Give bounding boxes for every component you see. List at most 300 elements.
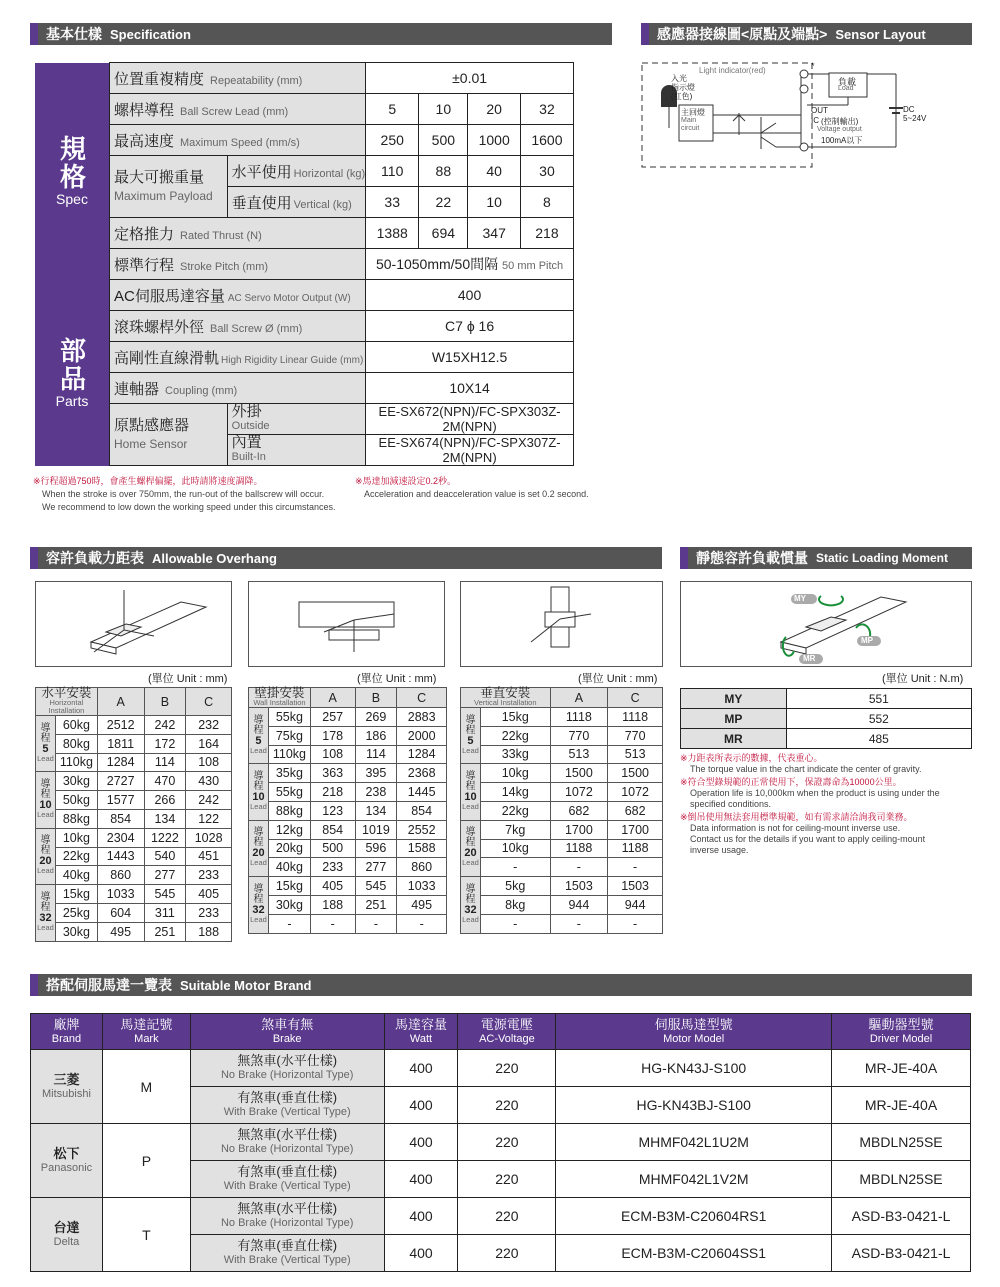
value-cell: 251	[144, 922, 186, 941]
value-cell: 1588	[397, 839, 447, 858]
lead-value: 32	[520, 94, 573, 125]
payload-h-value: 30	[520, 156, 573, 187]
value-cell: 257	[310, 708, 355, 727]
static-diagram	[680, 581, 972, 667]
weight-cell: 22kg	[55, 847, 97, 866]
voltage-cell: 220	[458, 1050, 556, 1087]
value-cell: 232	[186, 716, 232, 735]
weight-cell: 15kg	[268, 877, 310, 896]
payload-v-value: 22	[419, 187, 468, 218]
value-cell: 470	[144, 772, 186, 791]
vertical-diagram	[460, 581, 663, 667]
lead-cell: 導程 10 Lead	[461, 764, 481, 820]
weight-cell: 55kg	[268, 783, 310, 802]
col-b: B	[144, 688, 186, 716]
watt-cell: 400	[384, 1087, 458, 1124]
motor-col-header: 廠牌 Brand	[31, 1014, 103, 1050]
weight-cell: 7kg	[480, 820, 550, 839]
value-cell: -	[397, 914, 447, 933]
motor-model-cell: ECM-B3M-C20604SS1	[556, 1235, 832, 1272]
driver-model-cell: MR-JE-40A	[832, 1050, 971, 1087]
driver-model-cell: MBDLN25SE	[832, 1161, 971, 1198]
payload-v-value: 8	[520, 187, 573, 218]
static-notes: ※力距表所表示的數據，代表重心。 The torque value in the chart indicate the center of gravity. ※符合型錄規範的正常使用下，保證壽命為10000公里。 Operation life is 10,000km when the product is using under the specified conditions. ※倒吊使用無法套用標準規範，如有需求請洽詢我司業務。 Data information is not for ceiling-mount inverse use. Contact us for the details if you want to apply ceiling-mount inverse usage.	[680, 753, 940, 855]
mark-cell: M	[102, 1050, 190, 1124]
minus-terminal	[800, 143, 808, 151]
motor-model-cell: ECM-B3M-C20604RS1	[556, 1198, 832, 1235]
brand-cell: 松下 Panasonic	[31, 1124, 103, 1198]
screw-value: C7 ϕ 16	[366, 311, 574, 342]
value-cell: 1500	[608, 764, 663, 783]
v-install-header: 垂直安裝 Vertical Installation	[461, 688, 551, 708]
weight-cell: 15kg	[55, 885, 97, 904]
overhang-row	[249, 783, 447, 802]
value-cell: 178	[310, 726, 355, 745]
overhang-row	[36, 866, 232, 885]
ctrl-output-label: (控制輸出)	[821, 117, 859, 126]
brake-cell: 無煞車(水平仕樣) No Brake (Horizontal Type)	[190, 1050, 384, 1087]
overhang-row	[36, 772, 232, 791]
motor-table	[30, 1013, 971, 1272]
overhang-unit-h: (單位 Unit : mm)	[148, 673, 228, 685]
wall-diagram	[248, 581, 445, 667]
guide-label: 高剛性直線滑軌 High Rigidity Linear Guide (mm)	[110, 342, 366, 373]
value-cell: 188	[186, 922, 232, 941]
voltage-range-label: 5~24V	[903, 114, 927, 123]
value-cell: 1033	[97, 885, 144, 904]
static-key: MR	[681, 729, 787, 749]
overhang-row	[36, 885, 232, 904]
weight-cell: 30kg	[55, 922, 97, 941]
value-cell: -	[608, 914, 663, 933]
overhang-row	[249, 895, 447, 914]
lead-cell: 導程 20 Lead	[249, 820, 269, 876]
value-cell: 944	[550, 895, 608, 914]
weight-cell: -	[480, 914, 550, 933]
value-cell: 277	[355, 858, 397, 877]
value-cell: 513	[608, 745, 663, 764]
repeat-label: 位置重複精度 Repeatability (mm)	[110, 63, 366, 94]
value-cell: 164	[186, 734, 232, 753]
motor-col-header: 電源電壓 AC-Voltage	[458, 1014, 556, 1050]
overhang-row	[461, 708, 663, 727]
overhang-header: 容許負載力距表 Allowable Overhang	[30, 547, 662, 569]
weight-cell: 10kg	[480, 839, 550, 858]
overhang-row	[461, 745, 663, 764]
col-a: A	[550, 688, 608, 708]
value-cell: 311	[144, 903, 186, 922]
weight-cell: 12kg	[268, 820, 310, 839]
motor-model-cell: HG-KN43J-S100	[556, 1050, 832, 1087]
value-cell: 860	[97, 866, 144, 885]
watt-cell: 400	[384, 1124, 458, 1161]
overhang-row	[461, 783, 663, 802]
overhang-row	[249, 745, 447, 764]
brand-cell: 台達 Delta	[31, 1198, 103, 1272]
motor-col-header: 馬達容量 Watt	[384, 1014, 458, 1050]
value-cell: 2368	[397, 764, 447, 783]
motor-row	[31, 1124, 971, 1161]
w-rows	[249, 708, 447, 934]
value-cell: 1700	[550, 820, 608, 839]
weight-cell: 75kg	[268, 726, 310, 745]
ic-label: IC	[811, 116, 819, 125]
value-cell: 269	[355, 708, 397, 727]
value-cell: 2304	[97, 828, 144, 847]
lead-cell: 導程 5 Lead	[461, 708, 481, 764]
value-cell: 2727	[97, 772, 144, 791]
weight-cell: 5kg	[480, 877, 550, 896]
weight-cell: 40kg	[268, 858, 310, 877]
overhang-row	[461, 820, 663, 839]
static-header: 靜態容許負載慣量 Static Loading Moment	[680, 547, 972, 569]
value-cell: 540	[144, 847, 186, 866]
thrust-value: 218	[520, 218, 573, 249]
value-cell: 1284	[397, 745, 447, 764]
value-cell: 854	[310, 820, 355, 839]
col-c: C	[397, 688, 447, 708]
value-cell: 405	[310, 877, 355, 896]
lead-cell: 導程 10 Lead	[36, 772, 56, 828]
payload-v-value: 33	[366, 187, 419, 218]
weight-cell: 30kg	[268, 895, 310, 914]
overhang-row	[461, 764, 663, 783]
spec-note-1: ※行程超過750時，會產生螺桿偏擺，此時請將速度調降。 When the stroke is over 750mm, the run-out of the ballscrew will occur. We recommend to low down the working speed under this circumstances.	[33, 476, 336, 512]
lead-cell: 導程 20 Lead	[36, 828, 56, 884]
value-cell: 451	[186, 847, 232, 866]
weight-cell: 15kg	[480, 708, 550, 727]
value-cell: 266	[144, 791, 186, 810]
stroke-value: 50-1050mm/50間隔 50 mm Pitch	[366, 249, 574, 280]
overhang-row	[249, 726, 447, 745]
value-cell: 1445	[397, 783, 447, 802]
overhang-row	[36, 809, 232, 828]
value-cell: 395	[355, 764, 397, 783]
weight-cell: 25kg	[55, 903, 97, 922]
payload-v-value: 10	[468, 187, 520, 218]
watt-cell: 400	[384, 1161, 458, 1198]
value-cell: 1284	[97, 753, 144, 772]
weight-cell: 22kg	[480, 801, 550, 820]
sensor-header: 感應器接線圖<原點及端點> Sensor Layout	[641, 23, 972, 45]
value-cell: 1188	[608, 839, 663, 858]
weight-cell: -	[480, 858, 550, 877]
value-cell: 545	[144, 885, 186, 904]
value-cell: 238	[355, 783, 397, 802]
overhang-row	[461, 914, 663, 933]
voltage-cell: 220	[458, 1161, 556, 1198]
overhang-row	[249, 708, 447, 727]
voltage-cell: 220	[458, 1235, 556, 1272]
vertical-overhang-table	[460, 687, 663, 934]
lead-value: 5	[366, 94, 419, 125]
mark-cell: P	[102, 1124, 190, 1198]
payload-v-label: 垂直使用 Vertical (kg)	[227, 187, 366, 218]
payload-h-value: 110	[366, 156, 419, 187]
value-cell: 545	[355, 877, 397, 896]
value-cell: 682	[550, 801, 608, 820]
motor-label: AC伺服馬達容量 AC Servo Motor Output (W)	[110, 280, 366, 311]
l-terminal	[800, 85, 808, 93]
value-cell: 2552	[397, 820, 447, 839]
value-cell: 242	[186, 791, 232, 810]
mr-label: MR	[803, 654, 816, 663]
coupling-label: 連軸器 Coupling (mm)	[110, 373, 366, 404]
overhang-row	[36, 753, 232, 772]
lead-cell: 導程 32 Lead	[461, 877, 481, 933]
value-cell: 1577	[97, 791, 144, 810]
weight-cell: 110kg	[268, 745, 310, 764]
home-in-value: EE-SX674(NPN)/FC-SPX307Z-2M(NPN)	[366, 435, 574, 466]
overhang-row	[36, 828, 232, 847]
load-zh: 負載	[838, 77, 857, 87]
lead-cell: 導程 10 Lead	[249, 764, 269, 820]
my-label: MY	[794, 594, 806, 603]
static-value: 485	[786, 729, 971, 749]
overhang-row	[461, 801, 663, 820]
value-cell: 134	[144, 809, 186, 828]
overhang-row	[249, 801, 447, 820]
overhang-row	[249, 914, 447, 933]
speed-label: 最高速度 Maximum Speed (mm/s)	[110, 125, 366, 156]
overhang-row	[461, 877, 663, 896]
value-cell: 1503	[608, 877, 663, 896]
lead-cell: 導程 5 Lead	[249, 708, 269, 764]
weight-cell: 60kg	[55, 716, 97, 735]
value-cell: 682	[608, 801, 663, 820]
horizontal-diagram	[35, 581, 232, 667]
overhang-row	[461, 895, 663, 914]
motor-value: 400	[366, 280, 574, 311]
thrust-value: 1388	[366, 218, 419, 249]
value-cell: 1188	[550, 839, 608, 858]
stroke-label: 標準行程 Stroke Pitch (mm)	[110, 249, 366, 280]
overhang-unit-w: (單位 Unit : mm)	[357, 673, 437, 685]
value-cell: -	[310, 914, 355, 933]
lead-cell: 導程 32 Lead	[249, 877, 269, 933]
static-key: MY	[681, 689, 787, 709]
weight-cell: 88kg	[55, 809, 97, 828]
weight-cell: 33kg	[480, 745, 550, 764]
payload-h-value: 88	[419, 156, 468, 187]
watt-cell: 400	[384, 1198, 458, 1235]
value-cell: 405	[186, 885, 232, 904]
my-arrow	[819, 596, 843, 605]
overhang-row	[249, 820, 447, 839]
weight-cell: 20kg	[268, 839, 310, 858]
overhang-row	[36, 922, 232, 941]
horizontal-overhang-table	[35, 687, 232, 942]
overhang-row	[461, 726, 663, 745]
watt-cell: 400	[384, 1050, 458, 1087]
light-indicator-label: Light indicator(red)	[699, 66, 766, 75]
motor-col-header: 伺服馬達型號 Motor Model	[556, 1014, 832, 1050]
mp-label: MP	[861, 636, 873, 645]
weight-cell: 55kg	[268, 708, 310, 727]
payload-label: 最大可搬重量 Maximum Payload	[110, 156, 228, 218]
main-circuit-en2: circuit	[681, 125, 700, 132]
brand-cell: 三菱 Mitsubishi	[31, 1050, 103, 1124]
weight-cell: 80kg	[55, 734, 97, 753]
value-cell: 1019	[355, 820, 397, 839]
guide-value: W15XH12.5	[366, 342, 574, 373]
value-cell: -	[550, 858, 608, 877]
value-cell: 188	[310, 895, 355, 914]
overhang-row	[249, 839, 447, 858]
payload-h-label: 水平使用 Horizontal (kg)	[227, 156, 366, 187]
col-c: C	[608, 688, 663, 708]
h-install-header: 水平安裝 Horizontal Installation	[36, 688, 98, 716]
value-cell: 233	[186, 903, 232, 922]
value-cell: 860	[397, 858, 447, 877]
value-cell: 114	[355, 745, 397, 764]
value-cell: 1118	[550, 708, 608, 727]
weight-cell: 14kg	[480, 783, 550, 802]
lead-label: 螺桿導程 Ball Screw Lead (mm)	[110, 94, 366, 125]
overhang-unit-v: (單位 Unit : mm)	[578, 673, 658, 685]
value-cell: 134	[355, 801, 397, 820]
overhang-row	[36, 734, 232, 753]
col-c: C	[186, 688, 232, 716]
value-cell: -	[355, 914, 397, 933]
w-install-header: 壁掛安裝 Wall Installation	[249, 688, 311, 708]
weight-cell: -	[268, 914, 310, 933]
value-cell: 242	[144, 716, 186, 735]
brake-cell: 有煞車(垂直仕樣) With Brake (Vertical Type)	[190, 1087, 384, 1124]
driver-model-cell: ASD-B3-0421-L	[832, 1235, 971, 1272]
screw-label: 滾珠螺桿外徑 Ball Screw Ø (mm)	[110, 311, 366, 342]
driver-model-cell: MR-JE-40A	[832, 1087, 971, 1124]
weight-cell: 10kg	[480, 764, 550, 783]
value-cell: 233	[186, 866, 232, 885]
value-cell: 1500	[550, 764, 608, 783]
value-cell: 1072	[550, 783, 608, 802]
plus-terminal	[800, 70, 808, 78]
value-cell: 596	[355, 839, 397, 858]
value-cell: 1072	[608, 783, 663, 802]
dc-label: DC	[903, 105, 915, 114]
value-cell: 172	[144, 734, 186, 753]
driver-model-cell: ASD-B3-0421-L	[832, 1198, 971, 1235]
home-out-label: 外掛 Outside	[227, 404, 366, 435]
overhang-row	[461, 839, 663, 858]
driver-model-cell: MBDLN25SE	[832, 1124, 971, 1161]
lead-value: 20	[468, 94, 520, 125]
star-label: *	[811, 61, 815, 71]
static-unit: (單位 Unit : N.m)	[882, 673, 964, 685]
ma-label: 100mA以下	[821, 136, 863, 145]
value-cell: 1118	[608, 708, 663, 727]
lead-cell: 導程 5 Lead	[36, 716, 56, 772]
voltage-output-label: Voltage output	[817, 126, 862, 133]
value-cell: 186	[355, 726, 397, 745]
overhang-row	[36, 791, 232, 810]
out-label: OUT	[811, 106, 828, 115]
overhang-row	[249, 877, 447, 896]
overhang-row	[36, 903, 232, 922]
lead-cell: 導程 32 Lead	[36, 885, 56, 941]
speed-value: 500	[419, 125, 468, 156]
voltage-cell: 220	[458, 1087, 556, 1124]
value-cell: 108	[310, 745, 355, 764]
value-cell: 1033	[397, 877, 447, 896]
value-cell: 854	[397, 801, 447, 820]
v-rows	[461, 708, 663, 934]
value-cell: 1222	[144, 828, 186, 847]
home-out-value: EE-SX672(NPN)/FC-SPX303Z-2M(NPN)	[366, 404, 574, 435]
spec-table	[35, 62, 612, 466]
weight-cell: 8kg	[480, 895, 550, 914]
wall-overhang-table	[248, 687, 447, 934]
value-cell: 944	[608, 895, 663, 914]
main-circuit-zh: 主回燈	[681, 108, 705, 117]
parts-category: 部品 Parts	[35, 280, 110, 466]
speed-value: 1600	[520, 125, 573, 156]
speed-value: 250	[366, 125, 419, 156]
value-cell: 495	[97, 922, 144, 941]
static-key: MP	[681, 709, 787, 729]
lead-value: 10	[419, 94, 468, 125]
value-cell: 604	[97, 903, 144, 922]
motor-model-cell: MHMF042L1U2M	[556, 1124, 832, 1161]
watt-cell: 400	[384, 1235, 458, 1272]
sensor-diagram	[641, 53, 972, 170]
static-value: 552	[786, 709, 971, 729]
thrust-value: 347	[468, 218, 520, 249]
weight-cell: 35kg	[268, 764, 310, 783]
motor-row	[31, 1198, 971, 1235]
col-b: B	[355, 688, 397, 708]
value-cell: 1811	[97, 734, 144, 753]
value-cell: 430	[186, 772, 232, 791]
in-light-label: 入光	[671, 74, 687, 83]
weight-cell: 30kg	[55, 772, 97, 791]
value-cell: 500	[310, 839, 355, 858]
value-cell: 513	[550, 745, 608, 764]
thrust-value: 694	[419, 218, 468, 249]
value-cell: 2000	[397, 726, 447, 745]
value-cell: 495	[397, 895, 447, 914]
value-cell: 1700	[608, 820, 663, 839]
weight-cell: 22kg	[480, 726, 550, 745]
main-circuit-en1: Main	[681, 117, 697, 124]
col-a: A	[97, 688, 144, 716]
static-table	[680, 688, 972, 749]
overhang-row	[249, 764, 447, 783]
home-label: 原點感應器 Home Sensor	[110, 404, 228, 466]
spec-note-2: ※馬達加減速設定0.2秒。 Acceleration and deacceleration value is set 0.2 second.	[355, 476, 589, 499]
voltage-cell: 220	[458, 1124, 556, 1161]
overhang-row	[36, 847, 232, 866]
h-rows	[36, 716, 232, 942]
weight-cell: 50kg	[55, 791, 97, 810]
load-en: Load	[838, 85, 854, 92]
weight-cell: 88kg	[268, 801, 310, 820]
value-cell: 363	[310, 764, 355, 783]
value-cell: 770	[608, 726, 663, 745]
value-cell: 233	[310, 858, 355, 877]
spec-header: 基本仕樣 Specification	[30, 23, 612, 45]
value-cell: 854	[97, 809, 144, 828]
motor-col-header: 馬達記號 Mark	[102, 1014, 190, 1050]
repeat-value: ±0.01	[366, 63, 574, 94]
value-cell: 770	[550, 726, 608, 745]
value-cell: 1028	[186, 828, 232, 847]
value-cell: 122	[186, 809, 232, 828]
motor-col-header: 驅動器型號 Driver Model	[832, 1014, 971, 1050]
voltage-cell: 220	[458, 1198, 556, 1235]
value-cell: 1443	[97, 847, 144, 866]
